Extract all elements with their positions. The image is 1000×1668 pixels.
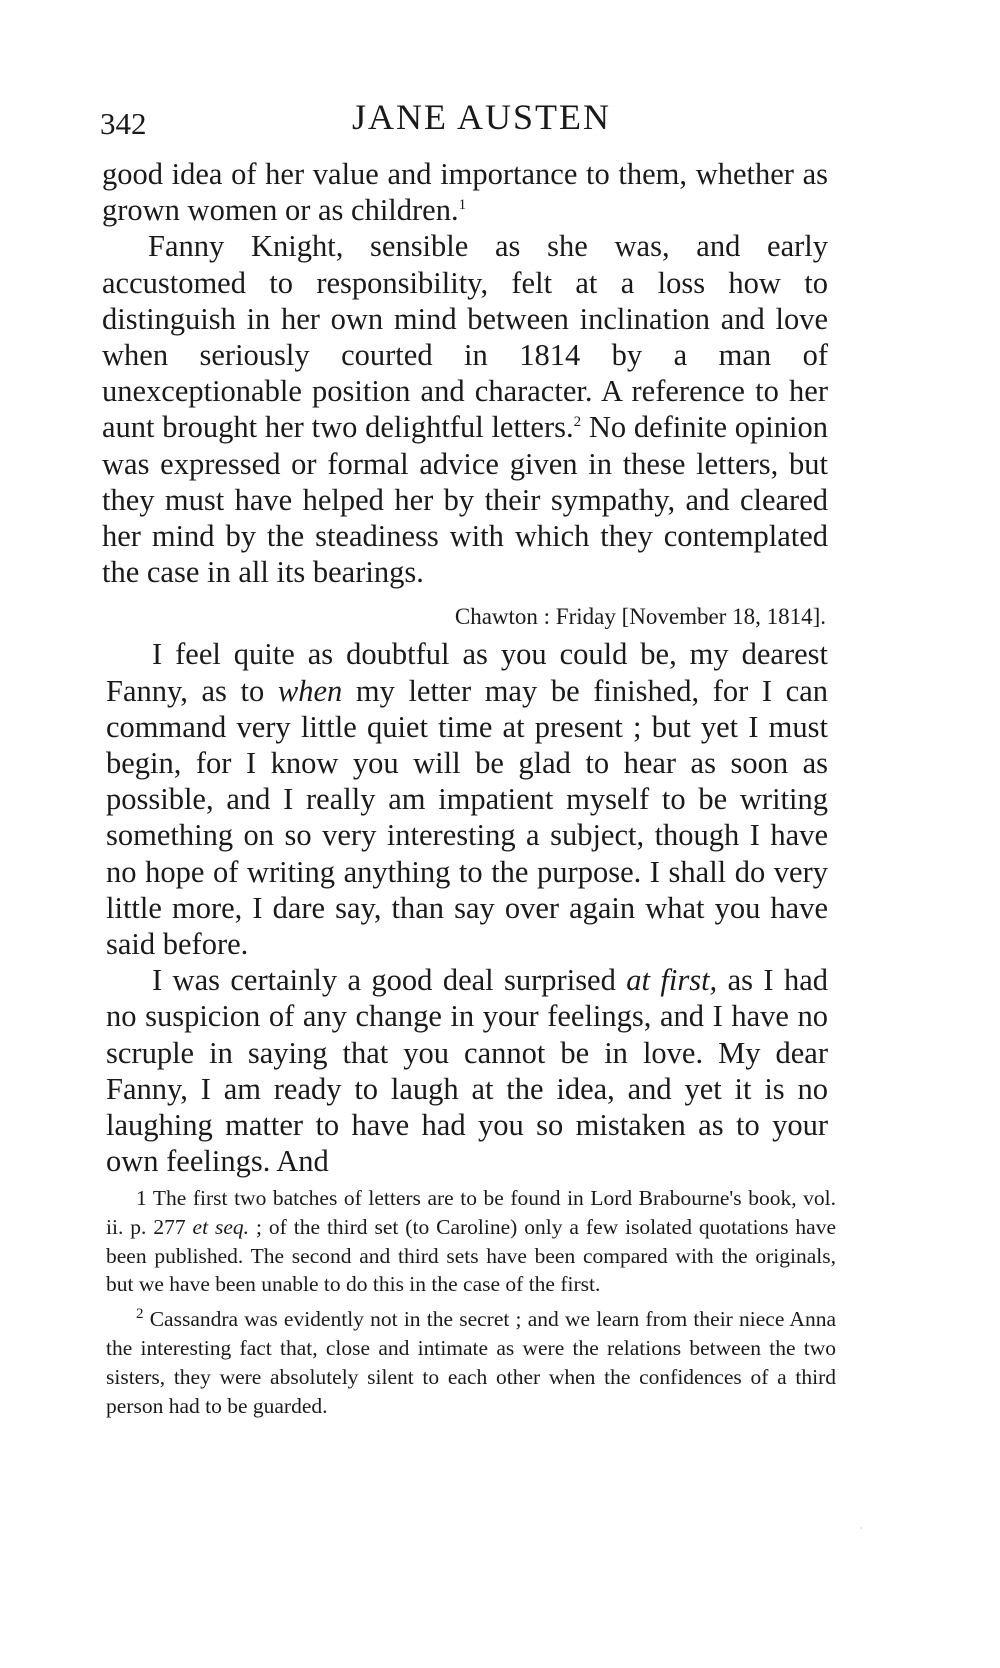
letter-paragraph-1 [106,636,828,962]
running-title: JANE AUSTEN [352,97,612,137]
letter-paragraph-1-text-a: I feel quite as doubtful as you could be, my dearest Fanny, as to [106,637,828,708]
letter-paragraph-1-emphasis: when [277,673,343,708]
paragraph-2-text-a: Fanny Knight, sensible as she was, and early accustomed to responsibility, felt at a loss how to distinguish in her own mind between inclination and love when seriously courted in 1814 by a man of unexceptionable position and character. A reference to her aunt brought her two delightful letters. [102,229,828,445]
footnote-2-mark: 2 [136,1306,144,1323]
letter-paragraph-2-text-a: I was certainly a good deal surprised [152,963,627,998]
footnote-ref-1: 1 [458,197,467,214]
paragraph-2 [102,228,828,590]
letter-dateline: Chawton : Friday [November 18, 1814]. [454,604,826,630]
footnotes [106,1184,836,1426]
footnote-1-text-a: The first two batches of letters are to be found in Lord Brabourne's book, vol. ii. p. 277 [106,1186,836,1239]
scan-speck: · [860,1524,863,1533]
letter-paragraph-2 [106,962,828,1179]
footnote-ref-2: 2 [573,414,582,431]
paragraph-2-text-b: No definite opinion was expressed or formal advice given in these letters, but they must have helped her by their sympathy, and cleared her mind by the steadiness with which they contemplated the case in all its bearings. [102,410,828,590]
footnote-1-text-b: ; of the third set (to Caroline) only a few isolated quotations have been published. The second and third sets have been compared with the originals, but we have been unable to do this in the case of the first. [106,1214,837,1297]
paragraph-1-text: good idea of her value and importance to them, whether as grown women or as children. [102,157,828,228]
letter-paragraph-1-text-b: my letter may be finished, for I can command very little quiet time at present ; but yet I must begin, for I know you will be glad to hear as soon as possible, and I really am impatient myself to be writing something on so very interesting a subject, though I have no hope of writing anything to the purpose. I shall do very little more, I dare say, than say over again what you have said before. [106,673,828,962]
page-number: 342 [100,106,147,141]
letter-excerpt [106,636,828,1179]
footnote-1-emphasis: et seq. [192,1214,250,1239]
paragraph-1 [102,156,828,228]
letter-paragraph-2-emphasis: at first, [626,963,718,998]
page-header [100,92,860,142]
footnote-2 [106,1305,836,1420]
footnote-1 [106,1184,836,1299]
letter-paragraph-2-text-b: as I had no suspicion of any change in your feelings, and I have no scruple in saying that you cannot be in love. My dear Fanny, I am ready to laugh at the idea, and yet it is no laughing matter to have had you so mistaken as to your own feelings. And [106,963,828,1179]
footnote-2-text: Cassandra was evidently not in the secret ; and we learn from their niece Anna the interesting fact that, close and intimate as were the relations between the two sisters, they were absolutely silent to each other when the confidences of a third person had to be guarded. [106,1307,836,1418]
footnote-1-mark: 1 [136,1186,147,1210]
main-text [102,156,828,1179]
